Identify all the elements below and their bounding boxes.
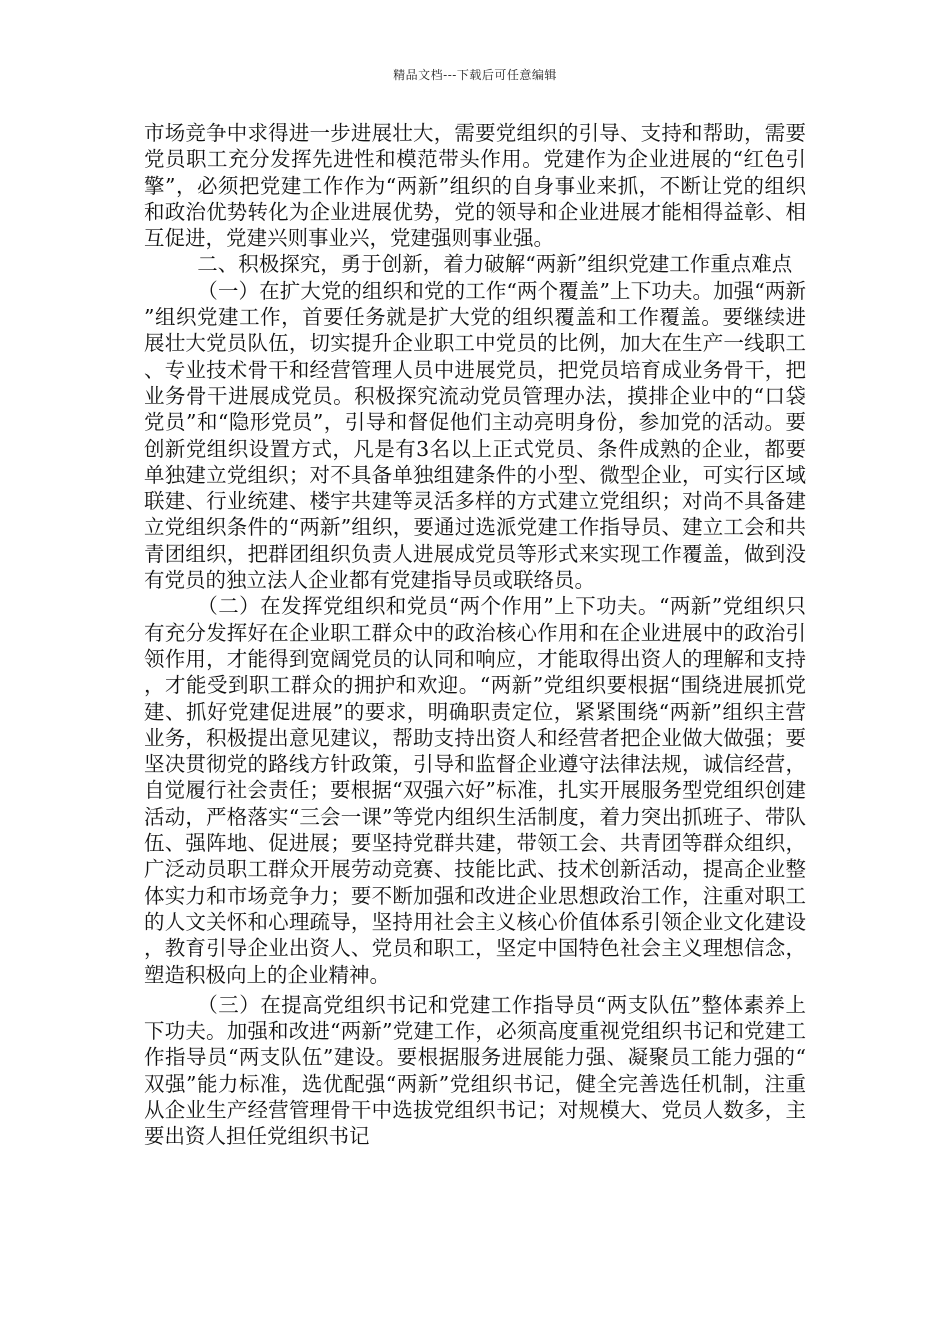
document-body	[144, 120, 806, 1150]
paragraph-subsection-one: （一）在扩大党的组织和党的工作“两个覆盖”上下功夫。加强“两新”组织党建工作，首要任务就是扩大党的组织覆盖和工作覆盖。要继续进展壮大党员队伍，切实提升企业职工中党员的比例，加大在生产一线职工、专业技术骨干和经营管理人员中进展党员，把党员培育成业务骨干，把业务骨干进展成党员。积极探究流动党员管理办法，摸排企业中的“口袋党员”和“隐形党员”，引导和督促他们主动亮明身份，参加党的活动。要创新党组织设置方式，凡是有3名以上正式党员、条件成熟的企业，都要单独建立党组织；对不具备单独组建条件的小型、微型企业，可实行区域联建、行业统建、楼宇共建等灵活多样的方式建立党组织；对尚不具备建立党组织条件的“两新”组织，要通过选派党建工作指导员、建立工会和共青团组织，把群团组织负责人进展成党员等形式来实现工作覆盖，做到没有党员的独立法人企业都有党建指导员或联络员。	[144, 278, 806, 593]
paragraph-subsection-two: （二）在发挥党组织和党员“两个作用”上下功夫。“两新”党组织只有充分发挥好在企业职工群众中的政治核心作用和在企业进展中的政治引领作用，才能得到宽阔党员的认同和响应，才能取得出资人的理解和支持，才能受到职工群众的拥护和欢迎。“两新”党组织要根据“围绕进展抓党建、抓好党建促进展”的要求，明确职责定位，紧紧围绕“两新”组织主营业务，积极提出意见建议，帮助支持出资人和经营者把企业做大做强；要坚决贯彻党的路线方针政策，引导和监督企业遵守法律法规，诚信经营，自觉履行社会责任；要根据“双强六好”标准，扎实开展服务型党组织创建活动，严格落实“三会一课”等党内组织生活制度，着力突出抓班子、带队伍、强阵地、促进展；要坚持党群共建，带领工会、共青团等群众组织，广泛动员职工群众开展劳动竞赛、技能比武、技术创新活动，提高企业整体实力和市场竞争力；要不断加强和改进企业思想政治工作，注重对职工的人文关怀和心理疏导，坚持用社会主义核心价值体系引领企业文化建设，教育引导企业出资人、党员和职工，坚定中国特色社会主义理想信念，塑造积极向上的企业精神。	[144, 594, 806, 987]
paragraph-continuation: 市场竞争中求得进一步进展壮大，需要党组织的引导、支持和帮助，需要党员职工充分发挥先进性和模范带头作用。党建作为企业进展的“红色引擎”，必须把党建工作作为“两新”组织的自身事业来抓，不断让党的组织和政治优势转化为企业进展优势，党的领导和企业进展才能相得益彰、相互促进，党建兴则事业兴，党建强则事业强。	[144, 121, 806, 251]
paragraph-subsection-three: （三）在提高党组织书记和党建工作指导员“两支队伍”整体素养上下功夫。加强和改进“两新”党建工作，必须高度重视党组织书记和党建工作指导员“两支队伍”建设。要根据服务进展能力强、凝聚员工能力强的“双强”能力标准，选优配强“两新”党组织书记，健全完善选任机制，注重从企业生产经营管理骨干中选拔党组织书记；对规模大、党员人数多，主要出资人担任党组织书记	[144, 992, 806, 1149]
section-heading-two: 二、积极探究，勇于创新，着力破解“两新”组织党建工作重点难点	[197, 252, 793, 277]
header-note: 精品文档---下载后可任意编辑	[393, 68, 557, 82]
